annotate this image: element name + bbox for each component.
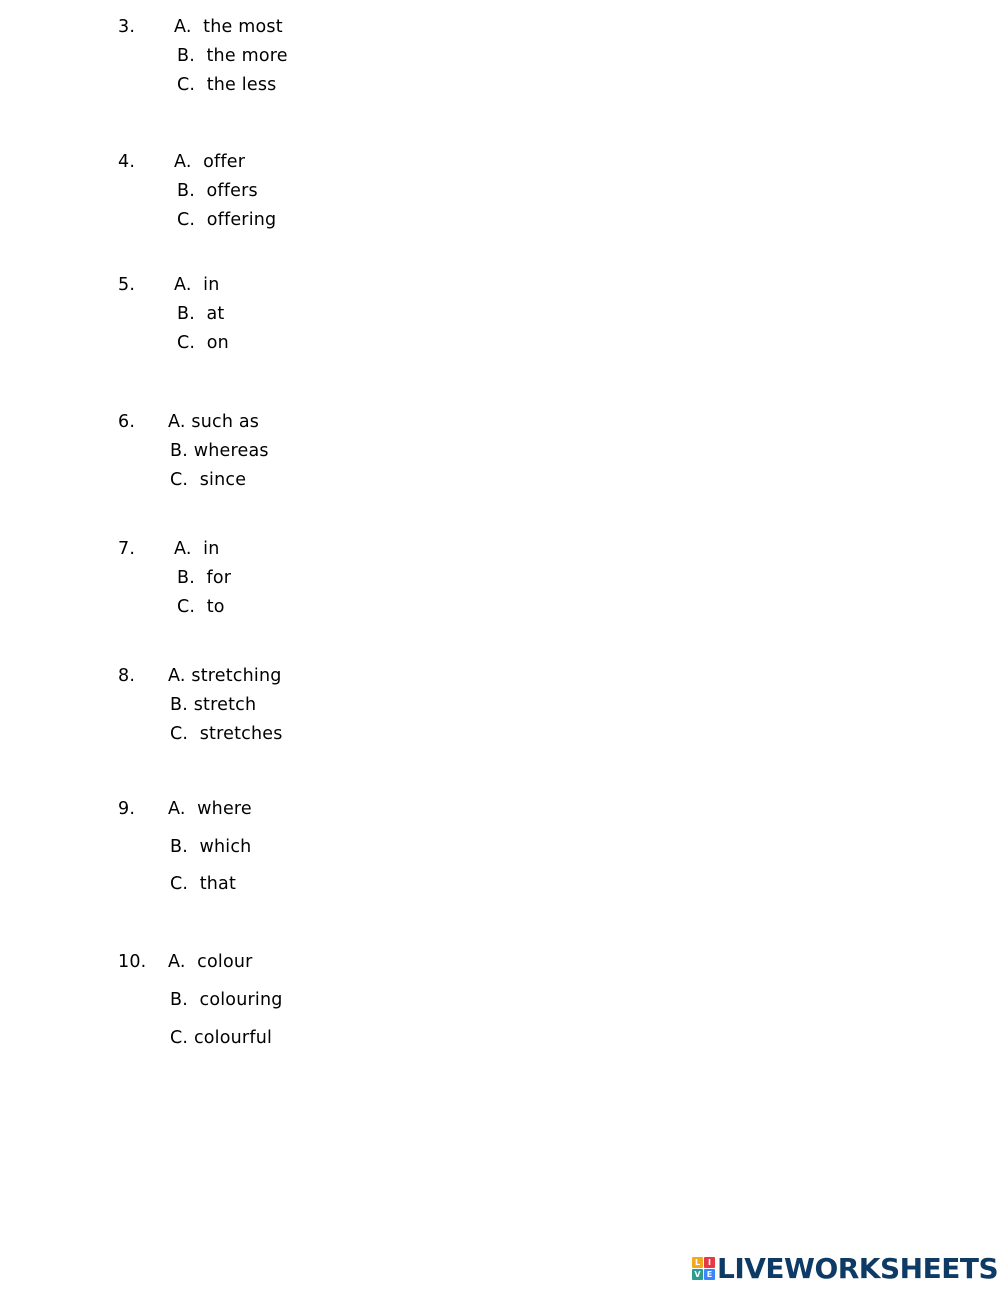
option-c: C. stretches <box>170 724 283 744</box>
option-b: B. which <box>170 837 252 857</box>
question-number: 7. <box>118 539 136 559</box>
option-b: B. for <box>177 568 232 588</box>
option-b: B. offers <box>177 181 258 201</box>
option-c: C. since <box>170 470 247 490</box>
option-b: B. colouring <box>170 990 283 1010</box>
option-a: A. colour <box>168 952 253 972</box>
question-number: 3. <box>118 17 136 37</box>
question-number: 10. <box>118 952 147 972</box>
option-a: A. stretching <box>168 666 282 686</box>
question-number: 6. <box>118 412 136 432</box>
question-number: 4. <box>118 152 136 172</box>
option-c: C. that <box>170 874 237 894</box>
option-c: C. to <box>177 597 225 617</box>
option-a: A. such as <box>168 412 260 432</box>
option-c: C. offering <box>177 210 277 230</box>
logo-text: LIVEWORKSHEETS <box>717 1252 999 1285</box>
option-a: A. where <box>168 799 252 819</box>
question-number: 9. <box>118 799 136 819</box>
option-a: A. in <box>174 539 220 559</box>
option-a: A. offer <box>174 152 246 172</box>
logo-block-l: L <box>692 1257 703 1268</box>
liveworksheets-logo[interactable] <box>692 1254 998 1284</box>
option-b: B. stretch <box>170 695 257 715</box>
logo-blocks-icon <box>692 1257 716 1281</box>
option-a: A. the most <box>174 17 283 37</box>
question-number: 8. <box>118 666 136 686</box>
option-b: B. at <box>177 304 225 324</box>
option-c: C. on <box>177 333 229 353</box>
logo-block-e: E <box>704 1269 715 1280</box>
option-c: C. the less <box>177 75 277 95</box>
option-b: B. the more <box>177 46 288 66</box>
option-a: A. in <box>174 275 220 295</box>
question-number: 5. <box>118 275 136 295</box>
logo-block-i: I <box>704 1257 715 1268</box>
option-c: C. colourful <box>170 1028 273 1048</box>
option-b: B. whereas <box>170 441 269 461</box>
logo-block-v: V <box>692 1269 703 1280</box>
